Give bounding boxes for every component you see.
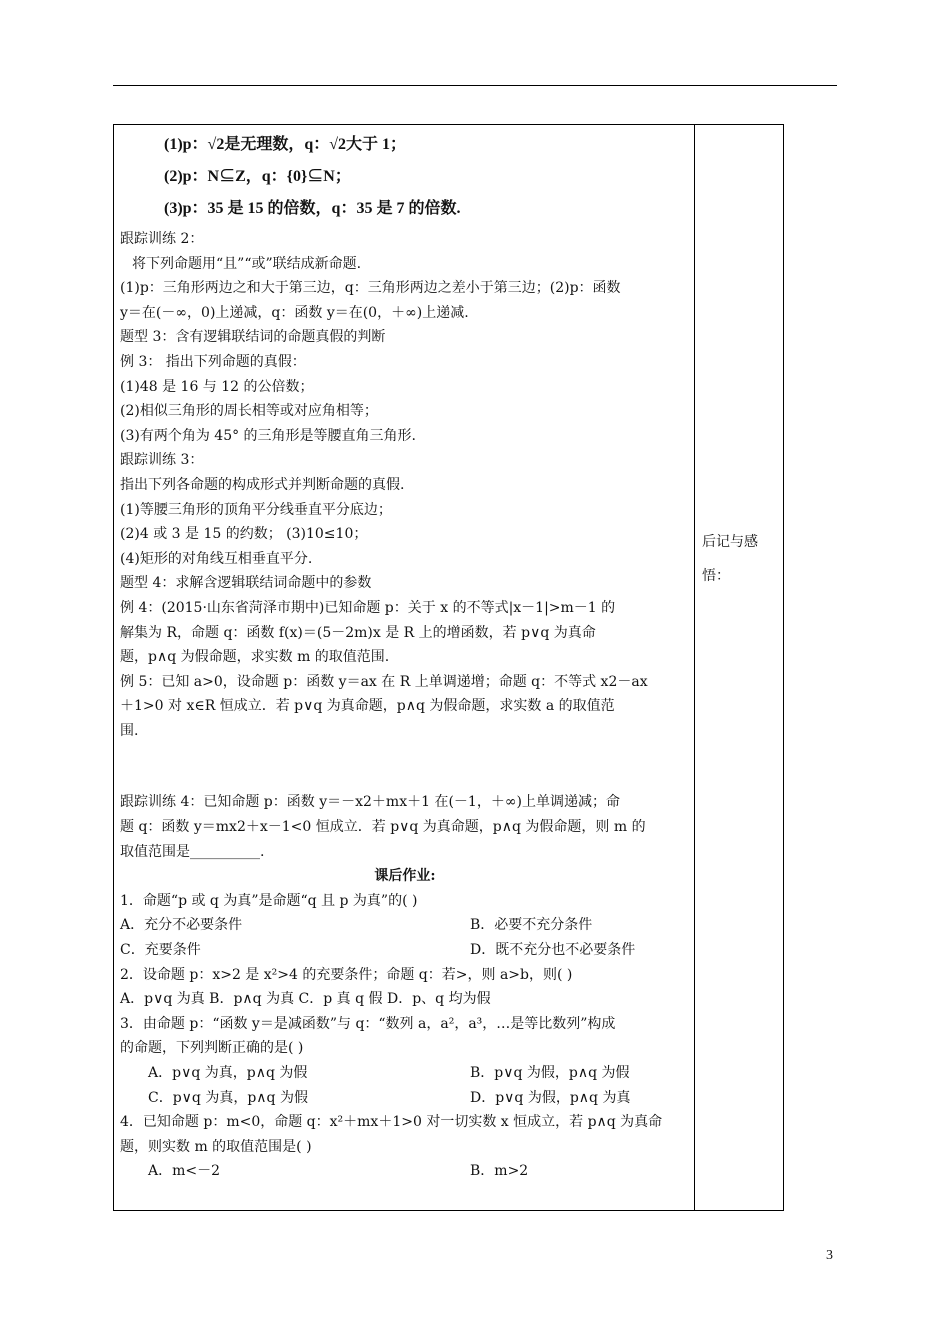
question-4: 题，则实数 m 的取值范围是( ) — [120, 1138, 312, 1155]
text-line: (1)等腰三角形的顶角平分线垂直平分底边； — [120, 501, 392, 518]
column-divider — [694, 125, 695, 1210]
lesson-table — [113, 124, 784, 1211]
side-label-line: 悟： — [702, 568, 730, 584]
text-line: 跟踪训练 2： — [120, 231, 204, 247]
text-line: 将下列命题用“且”“或”联结成新命题. — [132, 255, 362, 272]
question-2: 2．设命题 p：x>2 是 x²>4 的充要条件；命题 q：若>，则 a>b，则( ) — [120, 966, 573, 983]
bold-item-3: (3)p：35 是 15 的倍数，q：35 是 7 的倍数. — [164, 200, 461, 217]
text-line: 取值范围是__________. — [120, 843, 265, 860]
header-rule — [113, 85, 837, 86]
text-line: 题型 4：求解含逻辑联结词命题中的参数 — [120, 575, 372, 592]
main-content-cell — [120, 129, 690, 1184]
option-c: C．p∨q 为真，p∧q 为假 — [148, 1089, 308, 1106]
text-line: 指出下列各命题的构成形式并判断命题的真假. — [120, 476, 405, 493]
text-line: 例 5：已知 a>0，设命题 p：函数 y＝ax 在 R 上单调递增；命题 q：不等式 x2－ax — [120, 673, 648, 690]
text-line: 例 3： 指出下列命题的真假： — [120, 353, 306, 370]
option-b: B．p∨q 为假，p∧q 为假 — [470, 1065, 630, 1081]
question-4: 4．已知命题 p：m<0，命题 q：x²＋mx＋1>0 对一切实数 x 恒成立，若 p∧q 为真命 — [120, 1114, 663, 1131]
text-line: 题型 3：含有逻辑联结词的命题真假的判断 — [120, 329, 386, 346]
option-a: A．充分不必要条件 — [120, 917, 243, 934]
option-a: A．p∨q 为真，p∧q 为假 — [148, 1065, 308, 1081]
option-b: B．m>2 — [470, 1163, 529, 1180]
text-line: (2)相似三角形的周长相等或对应角相等； — [120, 403, 378, 420]
text-line: 题，p∧q 为假命题，求实数 m 的取值范围. — [120, 649, 390, 666]
bold-item-1: (1)p：√2是无理数，q：√2大于 1； — [164, 136, 407, 153]
homework-title: 课后作业: — [374, 868, 436, 885]
q4-options-row — [120, 1159, 690, 1184]
text-line: 跟踪训练 4：已知命题 p：函数 y＝－x2＋mx＋1 在(－1，＋∞)上单调递减；命 — [120, 794, 620, 811]
option-b: B．必要不充分条件 — [470, 917, 593, 934]
option-d: D．既不充分也不必要条件 — [470, 942, 636, 959]
q1-options-row-1 — [120, 913, 690, 938]
text-line: 解集为 R，命题 q：函数 f(x)＝(5－2m)x 是 R 上的增函数，若 p∨q 为真命 — [120, 624, 596, 641]
page-number: 3 — [826, 1248, 833, 1263]
text-line: (1)48 是 16 与 12 的公倍数； — [120, 378, 314, 395]
text-line: (2)4 或 3 是 15 的约数； (3)10≤10； — [120, 526, 368, 543]
q3-options-row-2 — [120, 1086, 690, 1111]
q3-options-row-1 — [120, 1061, 690, 1086]
question-1: 1．命题“p 或 q 为真”是命题“q 且 p 为真”的( ) — [120, 892, 418, 909]
question-3: 3．由命题 p：“函数 y＝是减函数”与 q：“数列 a，a²，a³，…是等比数列”构成 — [120, 1015, 616, 1032]
text-line: 例 4：(2015·山东省菏泽市期中)已知命题 p：关于 x 的不等式|x－1|>m－1 的 — [120, 599, 616, 616]
answer-space — [120, 743, 690, 790]
side-label-line: 后记与感 — [702, 534, 758, 550]
reflection-cell — [702, 525, 782, 593]
q2-options: A．p∨q 为真 B．p∧q 为真 C．p 真 q 假 D．p、q 均为假 — [120, 991, 491, 1008]
text-line: 围. — [120, 722, 139, 739]
question-3: 的命题，下列判断正确的是( ) — [120, 1040, 304, 1057]
bold-item-2: (2)p：N⊆Z，q：{0}⊆N； — [164, 168, 351, 185]
q1-options-row-2 — [120, 938, 690, 963]
option-c: C．充要条件 — [120, 942, 201, 959]
text-line: ＋1>0 对 x∈R 恒成立．若 p∨q 为真命题，p∧q 为假命题，求实数 a 的取值范 — [120, 698, 615, 715]
option-a: A．m<－2 — [148, 1163, 221, 1180]
text-line: y＝在(－∞，0)上递减，q：函数 y＝在(0，＋∞)上递减. — [120, 304, 469, 321]
text-line: (3)有两个角为 45° 的三角形是等腰直角三角形. — [120, 427, 416, 444]
text-line: 跟踪训练 3： — [120, 452, 204, 469]
option-d: D．p∨q 为假，p∧q 为真 — [470, 1089, 631, 1106]
text-line: (1)p：三角形两边之和大于第三边，q：三角形两边之差小于第三边；(2)p：函数 — [120, 280, 621, 297]
text-line: (4)矩形的对角线互相垂直平分. — [120, 550, 313, 567]
text-line: 题 q：函数 y＝mx2＋x－1<0 恒成立．若 p∨q 为真命题，p∧q 为假命题，则 m 的 — [120, 819, 646, 836]
